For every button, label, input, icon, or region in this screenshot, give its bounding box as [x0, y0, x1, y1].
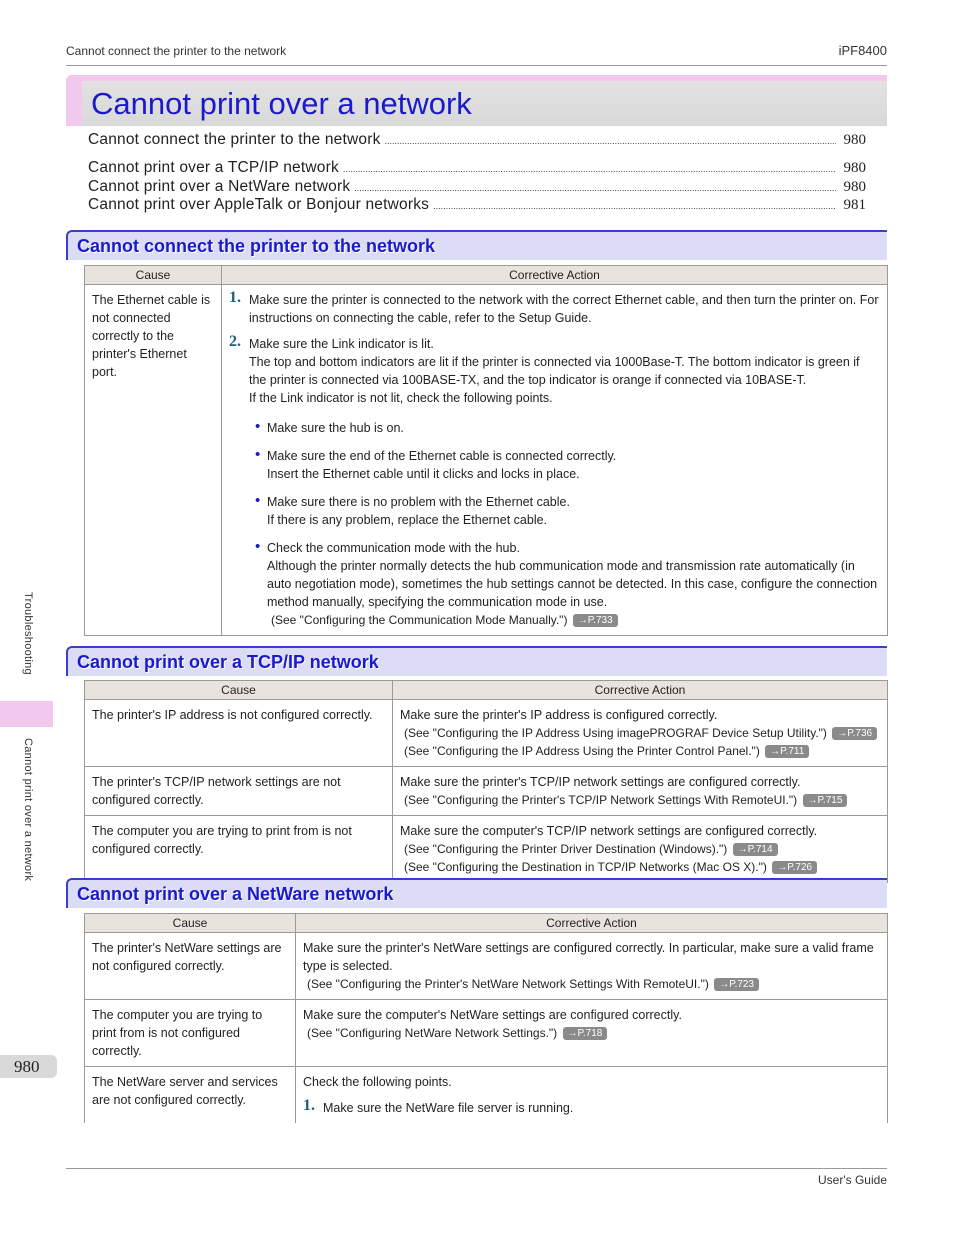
action-cell [296, 1000, 888, 1067]
action-cell [296, 1067, 888, 1124]
toc-leader [354, 183, 836, 193]
bullet-text: Make sure the hub is on. [267, 421, 404, 435]
step-1 [229, 291, 880, 327]
side-tab-chapter[interactable]: Troubleshooting [22, 592, 34, 675]
section-heading-tcpip [66, 646, 887, 676]
toc-entry[interactable] [88, 131, 866, 149]
page-link[interactable]: →P.736 [832, 727, 877, 740]
bullet-item [255, 493, 880, 529]
reference-text: (See "Configuring the IP Address Using imagePROGRAF Device Setup Utility.") [404, 726, 827, 740]
cross-reference[interactable] [400, 742, 880, 760]
cause-cell: The computer you are trying to print from is not configured correctly. [85, 816, 393, 883]
step-number: 2. [229, 333, 241, 350]
page-number: 980 [14, 1057, 40, 1076]
toc-title: Cannot print over AppleTalk or Bonjour networks [88, 196, 430, 213]
bullet-text: Check the communication mode with the hub. [267, 541, 520, 555]
side-tab-section[interactable]: Cannot print over a network [22, 738, 34, 882]
running-footer: User's Guide [818, 1173, 887, 1187]
toc-page: 980 [843, 179, 866, 195]
table-row [85, 285, 888, 636]
cross-reference[interactable] [267, 611, 880, 629]
bullet-text: Make sure the end of the Ethernet cable is connected correctly. [267, 449, 617, 463]
cross-reference[interactable] [400, 724, 880, 742]
table-tcpip [84, 680, 888, 883]
header-rule [66, 65, 887, 66]
table-row [85, 767, 888, 816]
cross-reference[interactable] [400, 840, 880, 858]
col-header-cause: Cause [85, 681, 393, 700]
action-cell [393, 767, 888, 816]
col-header-cause: Cause [85, 266, 222, 285]
reference-text: (See "Configuring the Printer's NetWare Network Settings With RemoteUI.") [307, 977, 709, 991]
action-text: Make sure the printer's NetWare settings are configured correctly. In particular, make sure a valid frame type is selected. [303, 941, 874, 973]
running-header-left: Cannot connect the printer to the network [66, 44, 287, 58]
toc-leader [343, 164, 836, 174]
toc-entry[interactable] [88, 159, 866, 177]
cause-cell: The Ethernet cable is not connected correctly to the printer's Ethernet port. [85, 285, 222, 636]
step-text: Make sure the Link indicator is lit. [249, 337, 434, 351]
action-cell [393, 816, 888, 883]
reference-text: (See "Configuring the Printer's TCP/IP Network Settings With RemoteUI.") [404, 793, 798, 807]
toc-leader [385, 136, 836, 146]
reference-text: (See "Configuring the Communication Mode Manually.") [271, 613, 568, 627]
toc-leader [433, 201, 836, 211]
section-title: Cannot connect the printer to the network [77, 236, 436, 256]
toc-page: 980 [843, 132, 866, 148]
table-connect [84, 265, 888, 636]
step-number: 1. [229, 289, 241, 306]
table-row [85, 933, 888, 1000]
toc-title: Cannot print over a TCP/IP network [88, 159, 339, 176]
page-title: Cannot print over a network [91, 86, 472, 121]
section-heading-netware [66, 878, 887, 908]
toc-title: Cannot connect the printer to the network [88, 131, 381, 148]
reference-text: (See "Configuring the IP Address Using the Printer Control Panel.") [404, 744, 760, 758]
reference-text: (See "Configuring NetWare Network Settings.") [307, 1026, 558, 1040]
bullet-detail: Although the printer normally detects the hub communication mode and transmission rate automatically (in auto negotiation mode), sometimes the hub settings cannot be detected. In this case, configure the connection method manually, specifying the communication mode in use. [267, 559, 878, 609]
bullet-item [255, 419, 880, 437]
step-text: Make sure the printer is connected to the network with the correct Ethernet cable, and then turn the printer on. For instructions on connecting the cable, refer to the Setup Guide. [249, 293, 879, 325]
table-row [85, 1000, 888, 1067]
section-title: Cannot print over a TCP/IP network [77, 652, 379, 672]
page-link[interactable]: →P.718 [563, 1027, 608, 1040]
action-text: Make sure the computer's TCP/IP network settings are configured correctly. [400, 824, 818, 838]
cross-reference[interactable] [303, 975, 880, 993]
cross-reference[interactable] [303, 1024, 880, 1042]
col-header-cause: Cause [85, 914, 296, 933]
bullet-item [255, 447, 880, 483]
side-tab-marker [0, 701, 53, 727]
cause-cell: The printer's NetWare settings are not configured correctly. [85, 933, 296, 1000]
step-1 [303, 1099, 880, 1117]
action-cell [393, 700, 888, 767]
cause-cell: The computer you are trying to print from is not configured correctly. [85, 1000, 296, 1067]
toc-entry[interactable] [88, 196, 866, 214]
action-text: Make sure the printer's TCP/IP network settings are configured correctly. [400, 775, 801, 789]
action-cell [296, 933, 888, 1000]
bullet-detail: Insert the Ethernet cable until it clicks and locks in place. [267, 467, 580, 481]
toc-page: 981 [843, 197, 866, 213]
page-link[interactable]: →P.733 [573, 614, 618, 627]
reference-text: (See "Configuring the Destination in TCP/IP Networks (Mac OS X).") [404, 860, 767, 874]
cross-reference[interactable] [400, 858, 880, 876]
reference-text: (See "Configuring the Printer Driver Destination (Windows).") [404, 842, 728, 856]
step-2 [229, 335, 880, 407]
page-link[interactable]: →P.714 [733, 843, 778, 856]
step-number: 1. [303, 1097, 315, 1114]
step-detail: The top and bottom indicators are lit if the printer is connected via 1000Base-T. The bottom indicator is green if the printer is connected via 100BASE-TX, and the top indicator is orange if connected via 10BASE-T. [249, 355, 860, 387]
page-link[interactable]: →P.711 [765, 745, 809, 758]
action-text: Make sure the computer's NetWare settings are configured correctly. [303, 1008, 682, 1022]
page-link[interactable]: →P.723 [714, 978, 759, 991]
cross-reference[interactable] [400, 791, 880, 809]
page-link[interactable]: →P.726 [772, 861, 817, 874]
bullet-detail: If there is any problem, replace the Ethernet cable. [267, 513, 548, 527]
toc-page: 980 [843, 160, 866, 176]
cause-cell: The printer's IP address is not configured correctly. [85, 700, 393, 767]
cause-cell: The NetWare server and services are not configured correctly. [85, 1067, 296, 1124]
table-netware [84, 913, 888, 1123]
page-link[interactable]: →P.715 [803, 794, 848, 807]
step-detail: If the Link indicator is not lit, check the following points. [249, 391, 553, 405]
toc-entry[interactable] [88, 178, 866, 196]
table-row [85, 700, 888, 767]
action-text: Check the following points. [303, 1075, 452, 1089]
action-text: Make sure the printer's IP address is configured correctly. [400, 708, 718, 722]
cause-cell: The printer's TCP/IP network settings are not configured correctly. [85, 767, 393, 816]
bullet-item [255, 539, 880, 629]
section-heading-connect [66, 230, 887, 260]
running-header-right: iPF8400 [838, 43, 887, 58]
table-row [85, 1067, 888, 1124]
table-row [85, 816, 888, 883]
bullet-text: Make sure there is no problem with the Ethernet cable. [267, 495, 570, 509]
action-cell [222, 285, 888, 636]
toc-title: Cannot print over a NetWare network [88, 178, 351, 195]
section-title: Cannot print over a NetWare network [77, 884, 394, 904]
step-text: Make sure the NetWare file server is running. [323, 1101, 574, 1115]
col-header-action: Corrective Action [296, 914, 888, 933]
col-header-action: Corrective Action [222, 266, 888, 285]
footer-rule [66, 1168, 887, 1169]
col-header-action: Corrective Action [393, 681, 888, 700]
